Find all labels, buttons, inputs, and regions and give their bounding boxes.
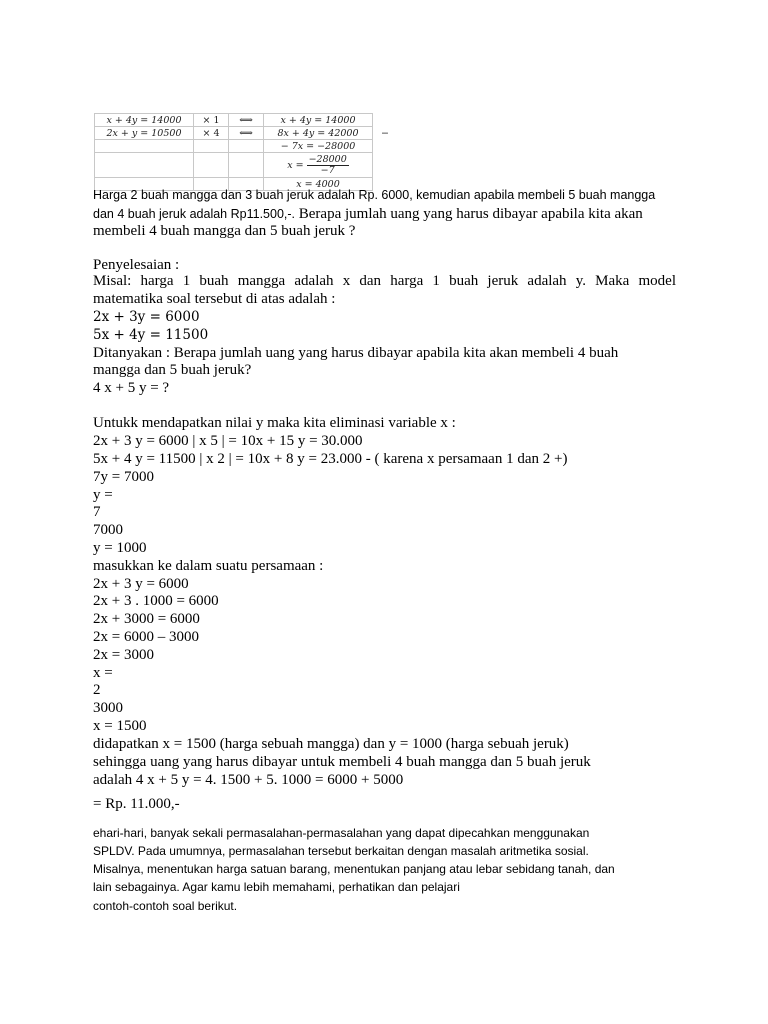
result-line: = Rp. 11.000,-: [93, 796, 180, 812]
intro-line-2b: Berapa jumlah uang yang harus dibayar apabila kita akan: [295, 206, 643, 222]
step-line: x = 1500: [93, 718, 147, 734]
step-line: y = 1000: [93, 540, 147, 556]
step-line: Untukk mendapatkan nilai y maka kita eliminasi variable x :: [93, 415, 456, 431]
step-line: 2x + 3000 = 6000: [93, 611, 200, 627]
fraction-numerator: −28000: [308, 153, 347, 165]
step-line: x =: [93, 665, 113, 681]
fraction: [307, 155, 349, 176]
fraction-prefix: x =: [287, 159, 304, 171]
step-line: 7y = 7000: [93, 469, 154, 485]
step-line: y =: [93, 487, 113, 503]
step-line: 2x + 3 y = 6000: [93, 576, 189, 592]
table-cell: ⟺: [229, 127, 264, 140]
solution-line-1: Misal: harga 1 buah mangga adalah x dan harga 1 buah jeruk adalah y. Maka model: [93, 273, 676, 289]
table-cell: [95, 153, 194, 178]
solution-heading: Penyelesaian :: [93, 257, 180, 273]
table-cell: ⟺: [229, 114, 264, 127]
table-cell: [194, 153, 229, 178]
table-cell: − 7x = −28000: [264, 140, 373, 153]
step-line: didapatkan x = 1500 (harga sebuah mangga) dan y = 1000 (harga sebuah jeruk): [93, 736, 569, 752]
table-cell: −: [373, 127, 398, 140]
step-line: 2: [93, 682, 101, 698]
equation-1: 2x + 3y = 6000: [93, 309, 200, 325]
step-line: 3000: [93, 700, 123, 716]
table-cell: × 1: [194, 114, 229, 127]
table-row: [95, 140, 398, 153]
footer-line: Misalnya, menentukan harga satuan barang, menentukan panjang atau lebar sebidang tanah, dan: [93, 862, 615, 876]
footer-line: lain sebagainya. Agar kamu lebih memahami, perhatikan dan pelajari: [93, 880, 460, 894]
table-row: [95, 153, 398, 178]
table-cell: [373, 114, 398, 127]
table-cell: [194, 140, 229, 153]
table-row: [95, 127, 398, 140]
step-line: adalah 4 x + 5 y = 4. 1500 + 5. 1000 = 6000 + 5000: [93, 772, 404, 788]
footer-line: contoh-contoh soal berikut.: [93, 899, 238, 913]
question-line-3: 4 x + 5 y = ?: [93, 380, 170, 396]
step-line: 7000: [93, 522, 123, 538]
table-cell: x + 4y = 14000: [264, 114, 373, 127]
table-cell: 8x + 4y = 42000: [264, 127, 373, 140]
table-cell: × 4: [194, 127, 229, 140]
table-cell: [373, 153, 398, 178]
step-line: 2x = 6000 – 3000: [93, 629, 199, 645]
fraction-cell: [264, 153, 373, 178]
step-line: masukkan ke dalam suatu persamaan :: [93, 558, 324, 574]
table-cell: [373, 140, 398, 153]
table-cell: [95, 140, 194, 153]
table-cell: x + 4y = 14000: [95, 114, 194, 127]
elimination-table: [94, 113, 397, 191]
table-cell: [229, 153, 264, 178]
solution-line-2: matematika soal tersebut di atas adalah :: [93, 291, 336, 307]
table-cell: [229, 140, 264, 153]
step-line: 5x + 4 y = 11500 | x 2 | = 10x + 8 y = 23.000 - ( karena x persamaan 1 dan 2 +): [93, 451, 568, 467]
step-line: 2x + 3 . 1000 = 6000: [93, 593, 219, 609]
intro-line-2a: dan 4 buah jeruk adalah Rp11.500,-.: [93, 207, 296, 221]
step-line: 7: [93, 504, 101, 520]
table-row: [95, 114, 398, 127]
footer-line: SPLDV. Pada umumnya, permasalahan tersebut berkaitan dengan masalah aritmetika sosial.: [93, 844, 589, 858]
step-line: 2x + 3 y = 6000 | x 5 | = 10x + 15 y = 30.000: [93, 433, 363, 449]
question-line-1: Ditanyakan : Berapa jumlah uang yang harus dibayar apabila kita akan membeli 4 buah: [93, 345, 619, 361]
table-cell: 2x + y = 10500: [95, 127, 194, 140]
table-cell: x = 4000: [264, 178, 373, 191]
fraction-denominator: −7: [320, 164, 335, 176]
intro-line-1: Harga 2 buah mangga dan 3 buah jeruk adalah Rp. 6000, kemudian apabila membeli 5 buah mangga: [93, 188, 656, 202]
intro-line-3: membeli 4 buah mangga dan 5 buah jeruk ?: [93, 223, 356, 239]
equation-2: 5x + 4y = 11500: [93, 327, 209, 343]
step-line: sehingga uang yang harus dibayar untuk membeli 4 buah mangga dan 5 buah jeruk: [93, 754, 591, 770]
footer-line: ehari-hari, banyak sekali permasalahan-permasalahan yang dapat dipecahkan menggunakan: [93, 826, 590, 840]
question-line-2: mangga dan 5 buah jeruk?: [93, 362, 252, 378]
step-line: 2x = 3000: [93, 647, 154, 663]
intro-line-2: [93, 205, 643, 223]
